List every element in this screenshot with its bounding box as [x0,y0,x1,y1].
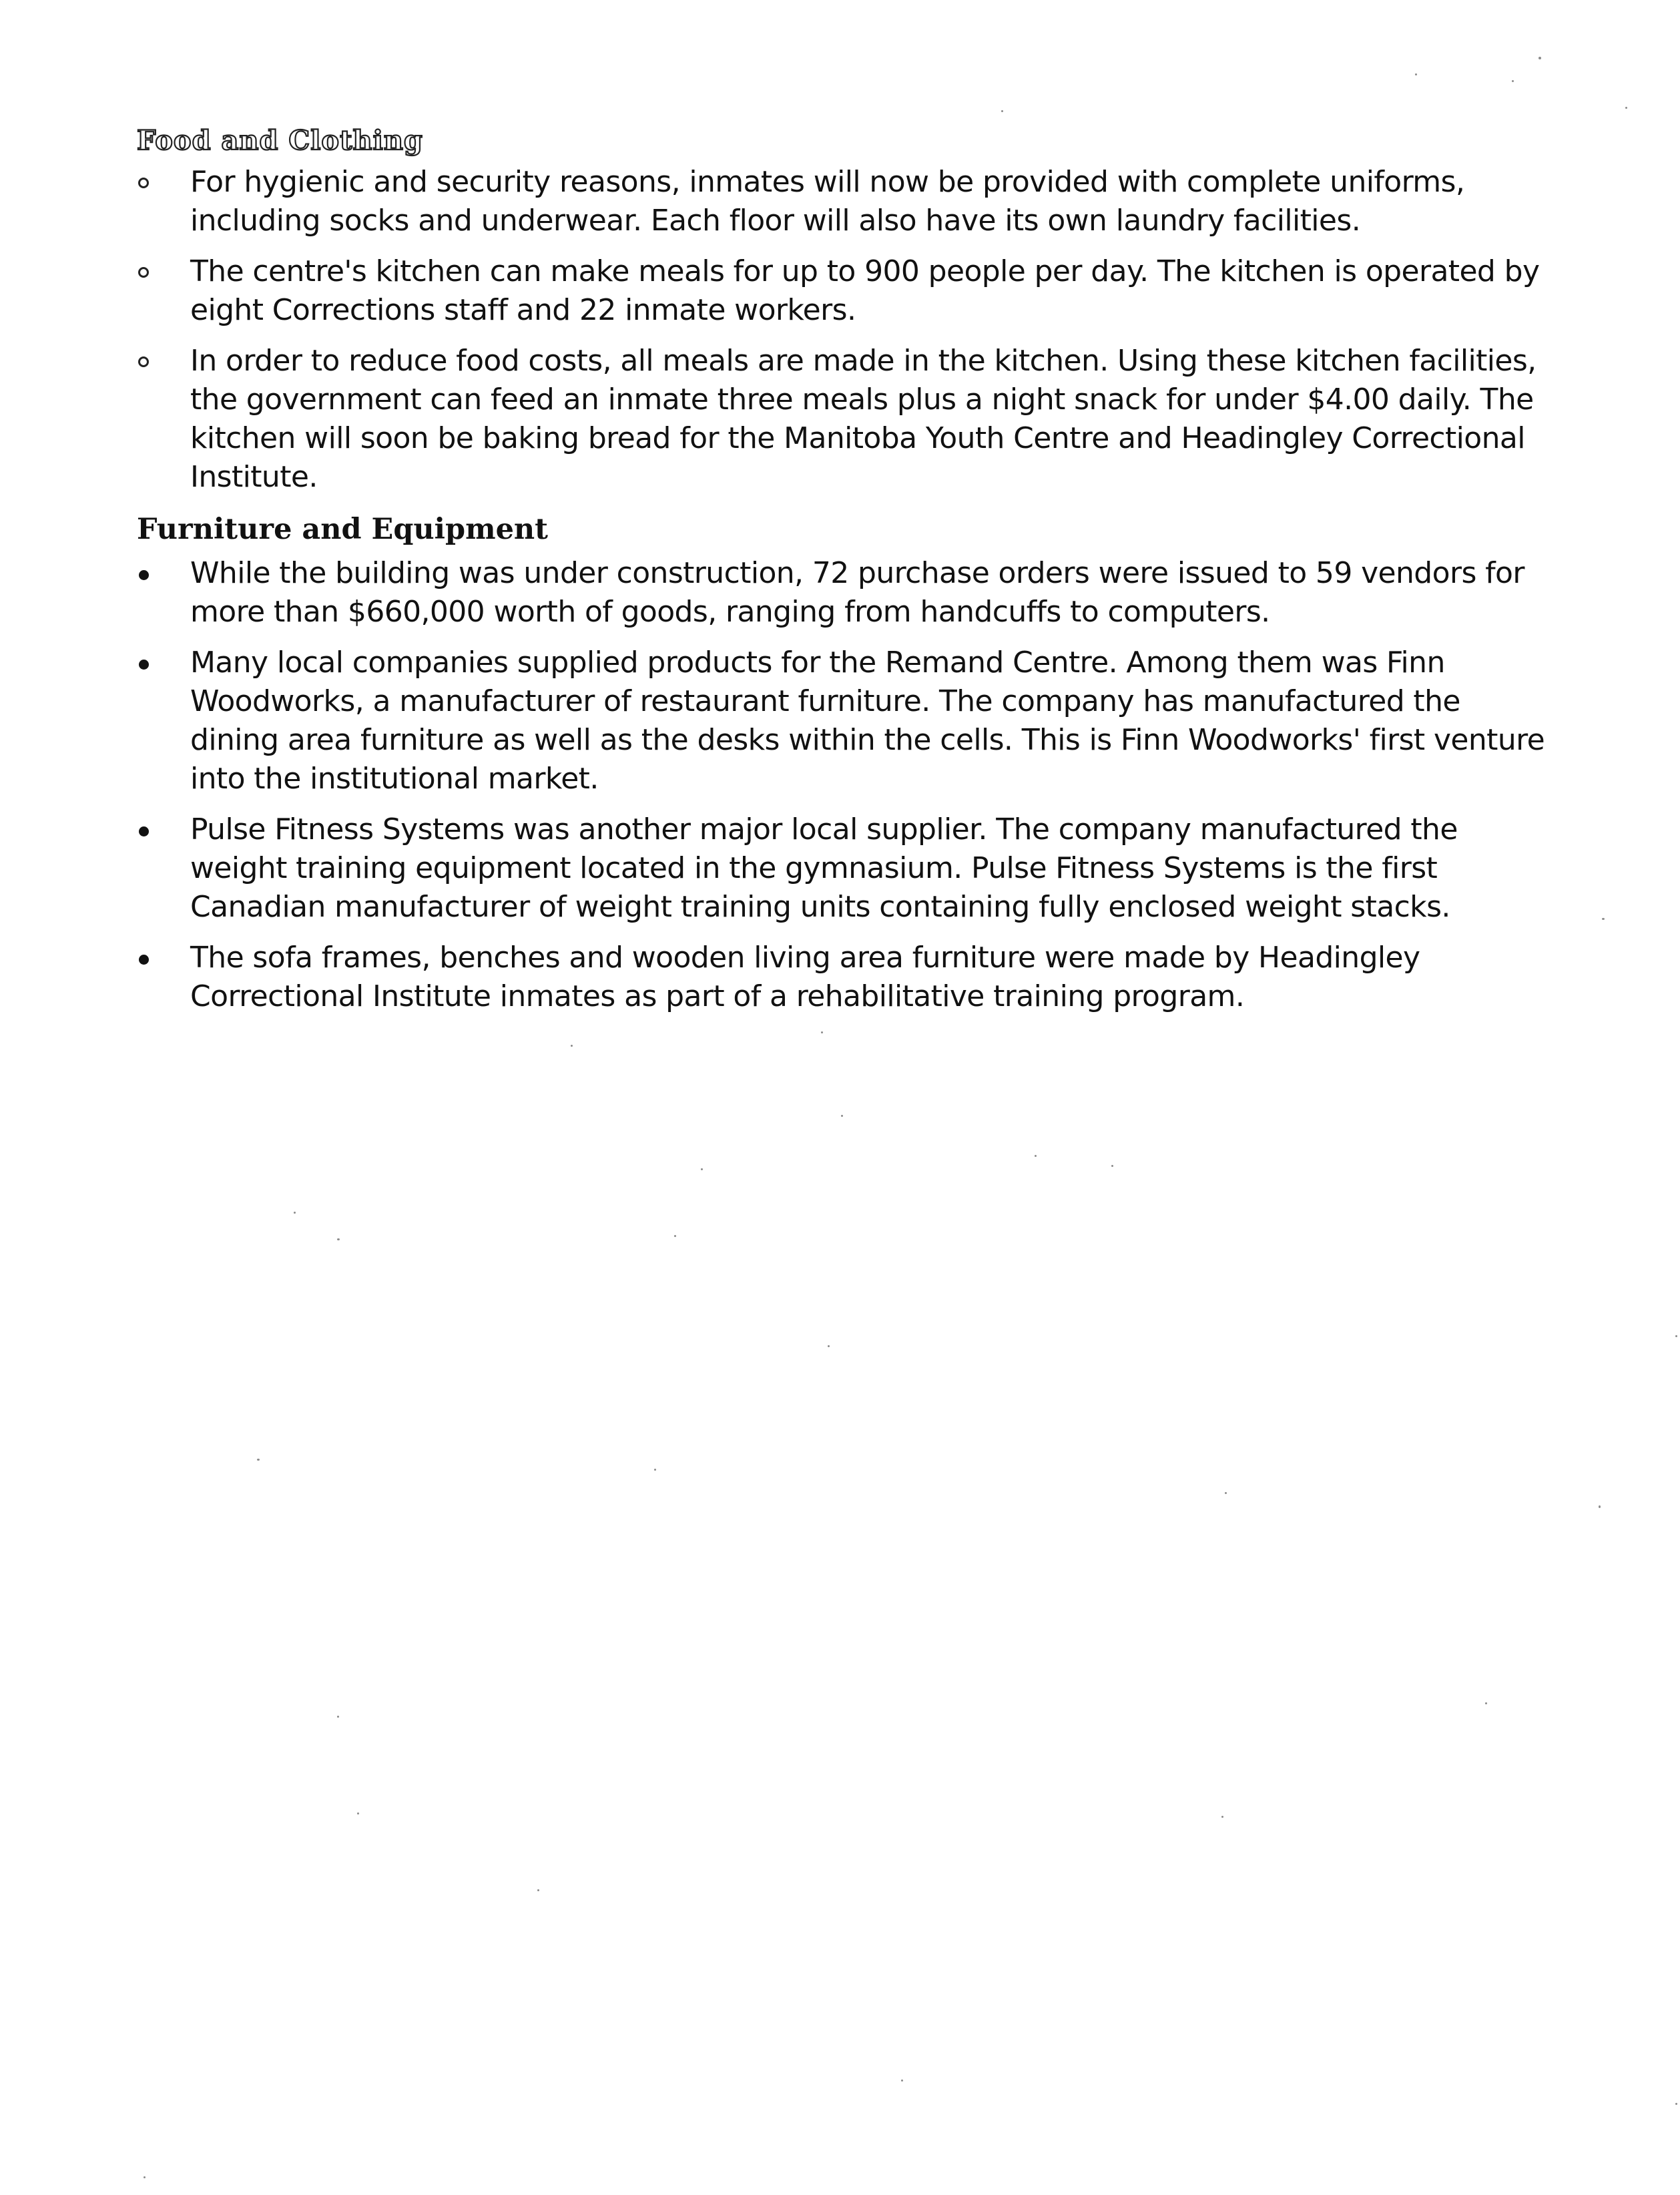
list-item [137,939,1552,1016]
scan-speck [901,2080,903,2082]
scan-speck [1602,918,1605,920]
scan-speck [1675,2103,1677,2105]
scan-speck [674,1235,676,1237]
scan-speck [701,1168,703,1170]
scan-speck [337,1238,340,1240]
section-heading-food-and-clothing: Food and Clothing [137,125,423,156]
furniture-and-equipment-list [137,554,1552,1016]
scan-speck [1221,1816,1223,1818]
list-item [137,163,1552,240]
scan-speck [1225,1492,1227,1494]
hollow-bullet-icon [138,178,149,188]
scan-speck [1625,107,1627,109]
scan-speck [1538,57,1541,59]
scan-speck [257,1459,260,1461]
list-item-text: Many local companies supplied products for the Remand Centre. Among them was Finn Woodworks, a manufacturer of restaurant furniture. The company has manufactured the dining area furniture as well as the desks within the cells. This is Finn Woodworks' first venture into the institutional market. [190,646,1545,796]
hollow-bullet-icon [138,267,149,278]
list-item [137,644,1552,798]
solid-bullet-icon [139,570,149,580]
scan-speck [294,1212,296,1214]
scan-speck [1485,1702,1487,1704]
scan-speck [337,1716,339,1718]
scan-speck [357,1812,359,1814]
food-and-clothing-list [137,163,1552,497]
list-item [137,554,1552,632]
list-item [137,810,1552,927]
list-item-text: In order to reduce food costs, all meals are made in the kitchen. Using these kitchen facilities, the government can feed an inmate three meals plus a night snack for under $4.00 daily. The kitchen will soon be baking bread for the Manitoba Youth Centre and Headingley Correctional Institute. [190,344,1536,494]
solid-bullet-icon [139,826,149,836]
scan-speck [821,1031,823,1033]
scan-speck [654,1469,656,1471]
list-item-text: While the building was under construction, 72 purchase orders were issued to 59 vendors for more than $660,000 worth of goods, ranging from handcuffs to computers. [190,556,1524,629]
list-item-text: The centre's kitchen can make meals for up to 900 people per day. The kitchen is operated by eight Corrections staff and 22 inmate workers. [190,254,1540,327]
scan-speck [144,2176,146,2178]
list-item-text: The sofa frames, benches and wooden living area furniture were made by Headingley Correctional Institute inmates as part of a rehabilitative training program. [190,941,1420,1013]
scan-speck [1512,80,1514,82]
scan-speck [1001,110,1003,112]
solid-bullet-icon [139,955,149,965]
hollow-bullet-icon [138,356,149,367]
scan-speck [1035,1155,1037,1157]
section-heading-furniture-and-equipment: Furniture and Equipment [137,513,549,546]
scan-speck [1675,1335,1677,1337]
document-body [137,124,1552,1028]
scan-speck [1599,1505,1601,1508]
scan-speck [1415,73,1417,75]
scan-speck [537,1889,539,1891]
list-item [137,252,1552,330]
solid-bullet-icon [139,660,149,670]
list-item [137,342,1552,497]
scan-speck [828,1345,830,1347]
scan-speck [1111,1165,1113,1167]
list-item-text: For hygienic and security reasons, inmates will now be provided with complete uniforms, including socks and underwear. Each floor will also have its own laundry facilities. [190,165,1465,238]
scan-speck [571,1045,573,1047]
scan-speck [841,1115,843,1117]
list-item-text: Pulse Fitness Systems was another major local supplier. The company manufactured the weight training equipment located in the gymnasium. Pulse Fitness Systems is the first Canadian manufacturer of weight training units containing fully enclosed weight stacks. [190,812,1458,924]
